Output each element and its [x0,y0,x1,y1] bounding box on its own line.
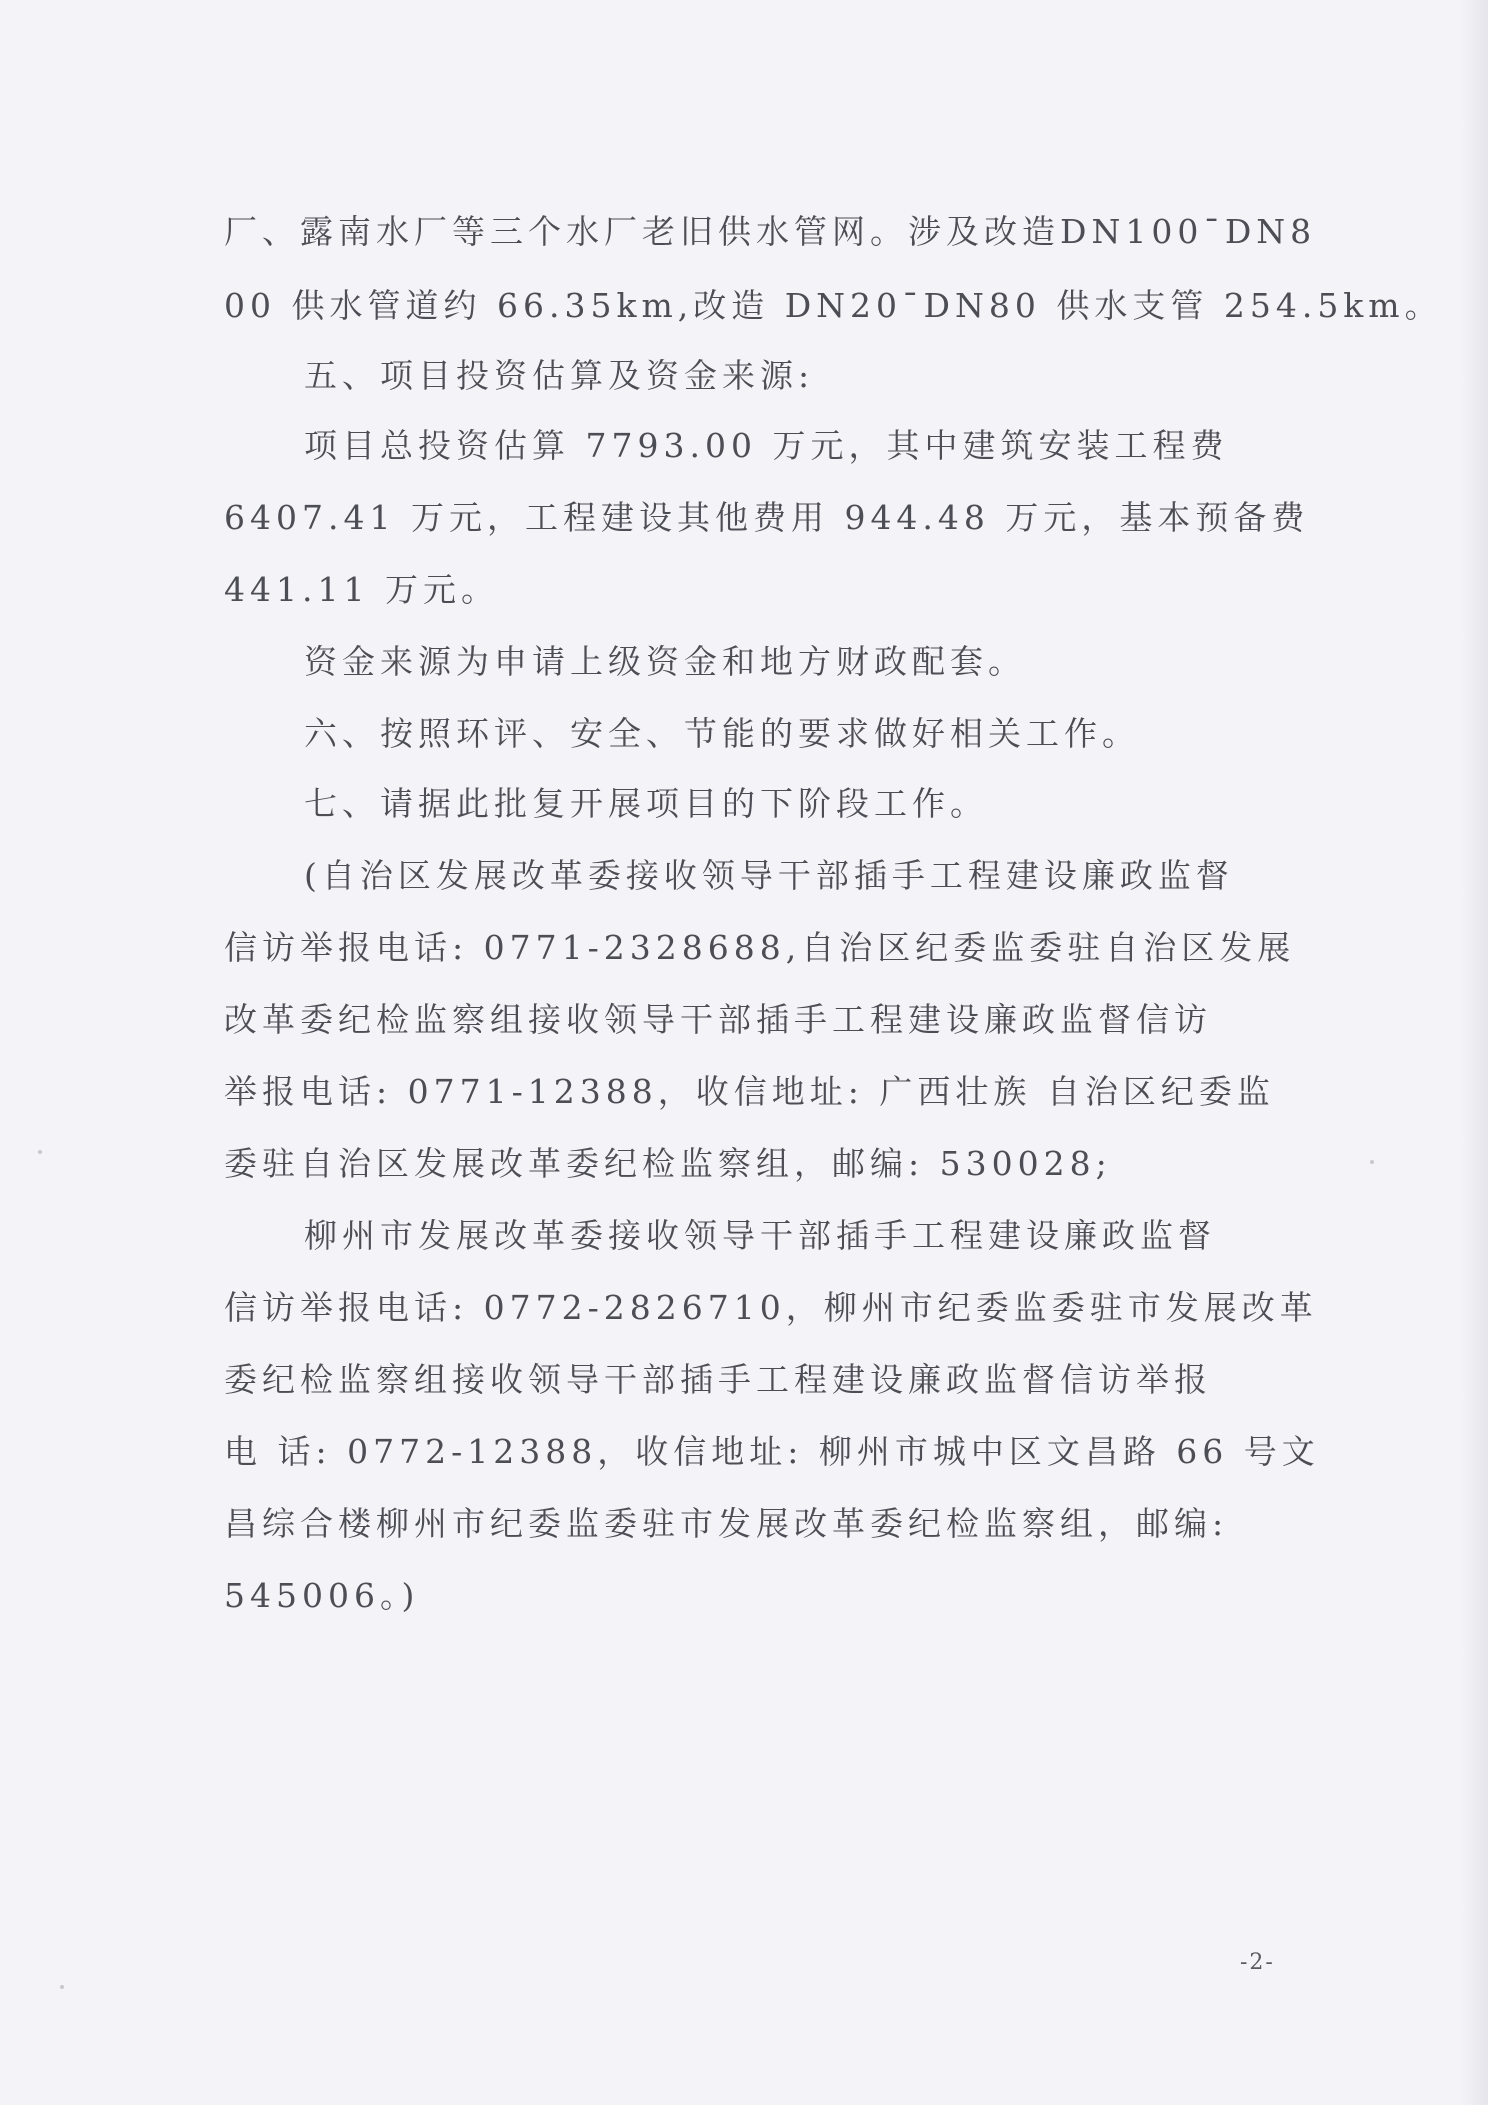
text-line-20: 545006。) [224,1576,420,1615]
text-line-12: 改革委纪检监察组接收领导干部插手工程建设廉政监督信访 [224,1000,1212,1039]
text-line-7: 资金来源为申请上级资金和地方财政配套。 [304,642,1026,681]
text-line-1: 厂、露南水厂等三个水厂老旧供水管网。涉及改造DN100¯DN8 [224,212,1317,251]
text-line-10: (自治区发展改革委接收领导干部插手工程建设廉政监督 [304,856,1234,895]
text-line-5: 6407.41 万元，工程建设其他费用 944.48 万元，基本预备费 [224,498,1310,537]
section-heading-investment: 五、项目投资估算及资金来源: [304,356,815,395]
section-heading-next-stage: 七、请据此批复开展项目的下阶段工作。 [304,784,988,823]
text-line-15: 柳州市发展改革委接收领导干部插手工程建设廉政监督 [304,1216,1216,1255]
scan-speck [1370,1160,1374,1164]
text-line-18: 电 话: 0772-12388，收信地址: 柳州市城中区文昌路 66 号文 [224,1432,1320,1471]
text-line-11: 信访举报电话: 0771-2328688,自治区纪委监委驻自治区发展 [224,928,1296,967]
text-line-19: 昌综合楼柳州市纪委监委驻市发展改革委纪检监察组，邮编: [224,1504,1229,1543]
text-line-6: 441.11 万元。 [224,570,499,609]
section-heading-environment: 六、按照环评、安全、节能的要求做好相关工作。 [304,714,1140,753]
scan-edge-shadow [1462,0,1488,2105]
scan-speck [38,1150,42,1154]
text-line-17: 委纪检监察组接收领导干部插手工程建设廉政监督信访举报 [224,1360,1212,1399]
scan-speck [60,1985,64,1989]
text-line-4: 项目总投资估算 7793.00 万元，其中建筑安装工程费 [304,426,1229,465]
page-number: -2- [1240,1950,1275,1975]
text-line-14: 委驻自治区发展改革委纪检监察组，邮编: 530028; [224,1144,1112,1183]
text-line-13: 举报电话: 0771-12388，收信地址: 广西壮族 自治区纪委监 [224,1072,1275,1111]
text-line-2: 00 供水管道约 66.35km,改造 DN20¯DN80 供水支管 254.5km。 [224,286,1443,325]
text-line-16: 信访举报电话: 0772-2826710，柳州市纪委监委驻市发展改革 [224,1288,1318,1327]
